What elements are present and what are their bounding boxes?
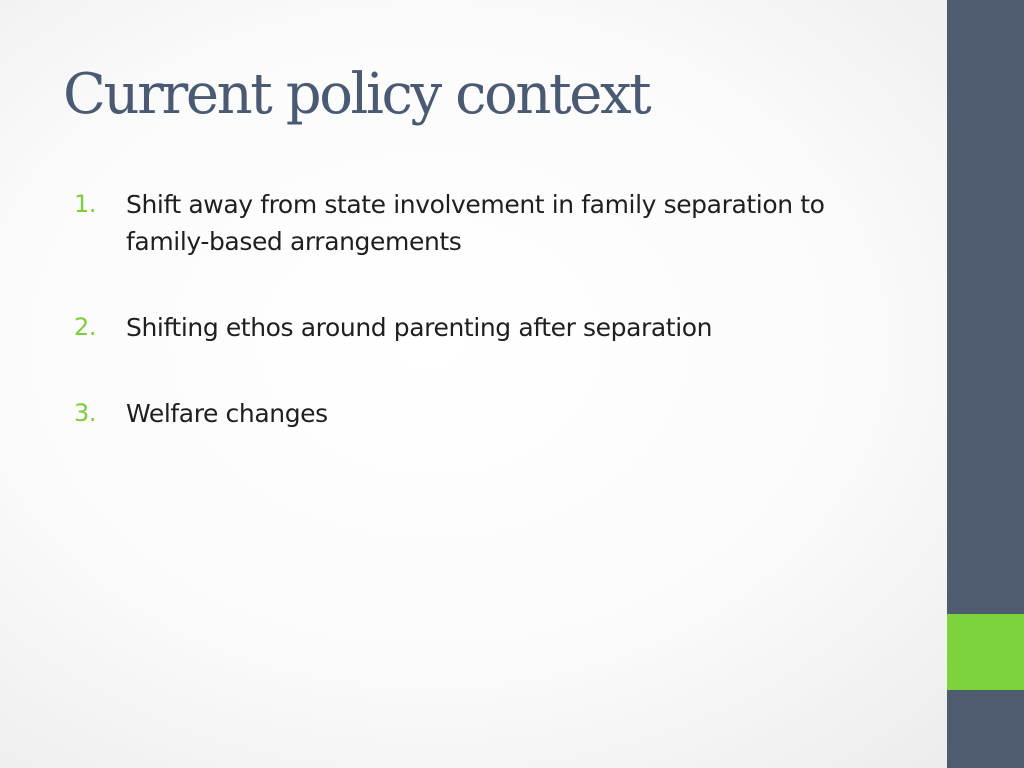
list-item [74,186,894,260]
list-item [74,395,894,432]
list-item [74,309,894,346]
list-text: Shift away from state involvement in family separation to family-based arrangements [126,190,825,256]
decorative-accent-block [947,614,1024,690]
list-number: 3. [74,399,97,427]
list-text: Welfare changes [126,399,328,428]
list-number: 1. [74,190,97,218]
list-number: 2. [74,313,97,341]
bullet-list [74,186,894,432]
list-text: Shifting ethos around parenting after separation [126,313,713,342]
slide-title: Current policy context [63,62,650,127]
